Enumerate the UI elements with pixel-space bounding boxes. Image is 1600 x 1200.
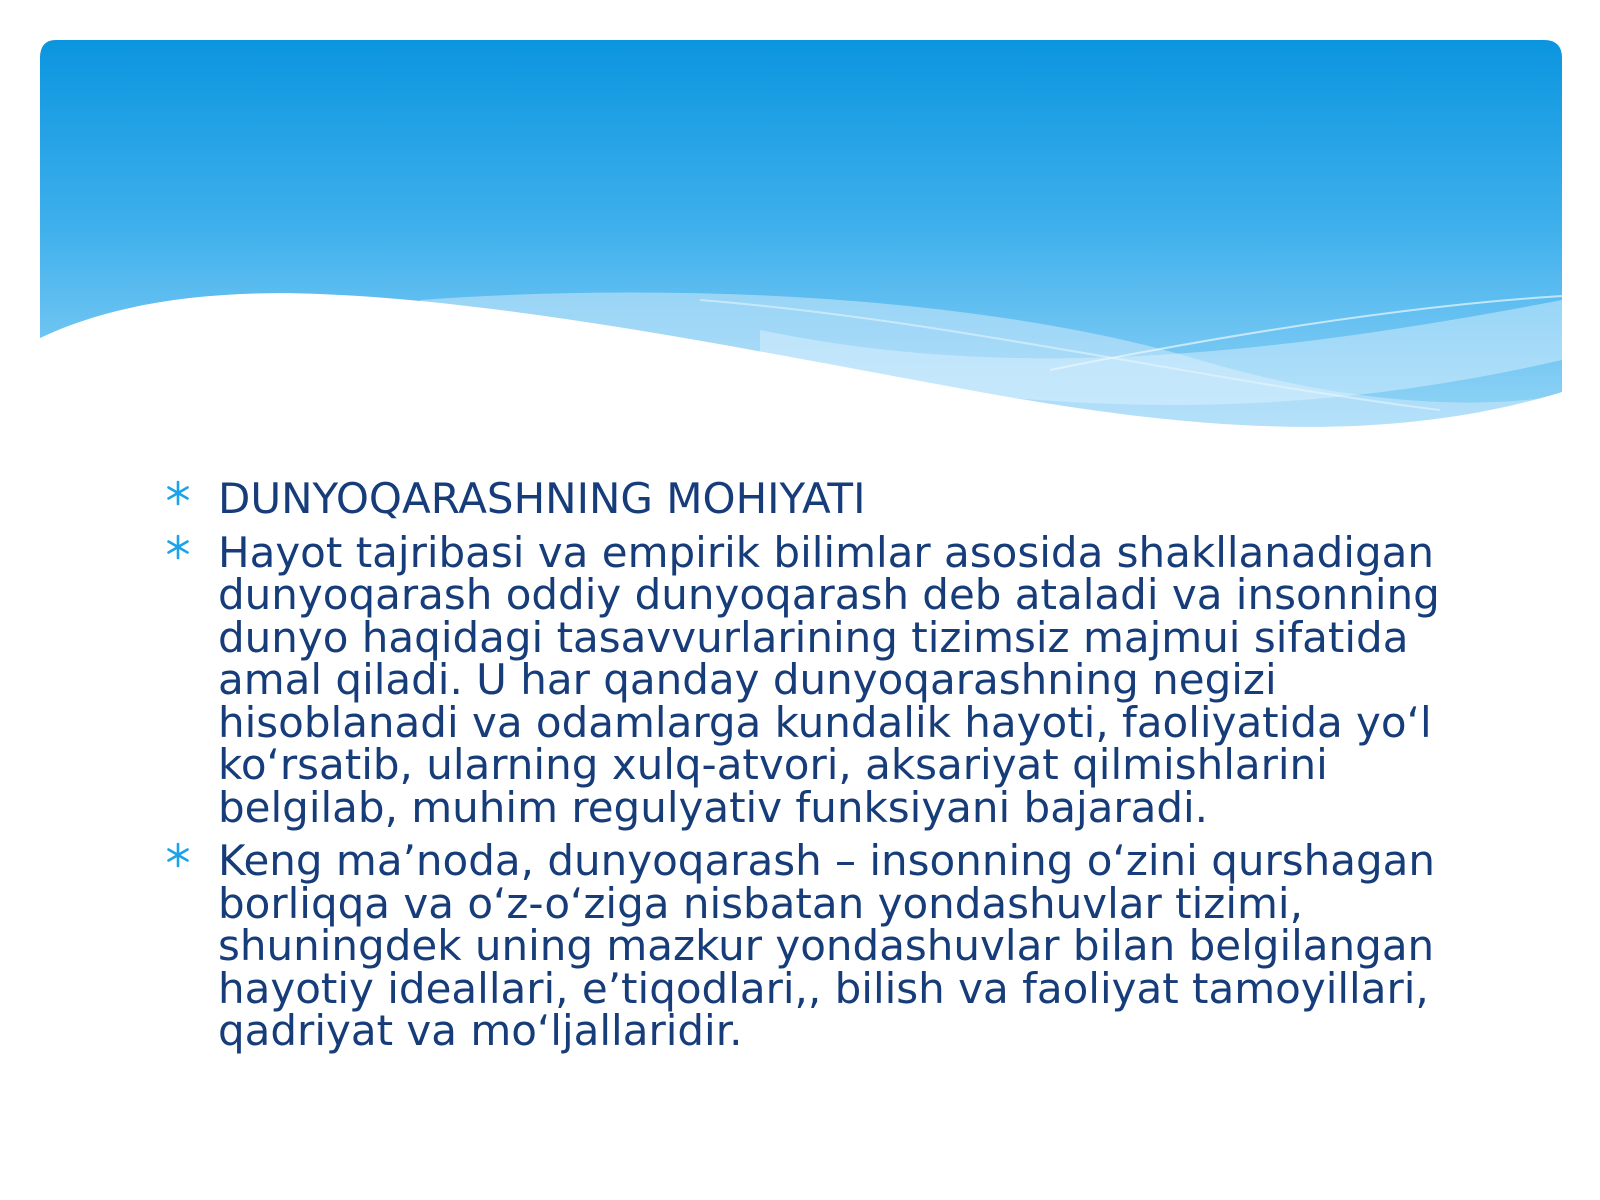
asterisk-bullet-icon bbox=[165, 534, 191, 560]
bullet-item-title bbox=[165, 474, 1455, 523]
header-banner-wave bbox=[0, 0, 1600, 460]
bullet-text: DUNYOQARASHNING MOHIYATI bbox=[218, 474, 866, 523]
bullet-text: Hayot tajribasi va empirik bilimlar asosida shakllanadigan dunyoqarash oddiy dunyoqarash deb ataladi va insonning dunyo haqidagi tasavvurlarining tizimsiz majmui sifatida amal qiladi. U har qanday dunyoqarashning negizi hisoblanadi va odamlarga kundalik hayoti, faoliyatida yo‘l ko‘rsatib, ularning xulq-atvori, aksariyat qilmishlarini belgilab, muhim regulyativ funksiyani bajaradi. bbox=[218, 527, 1440, 832]
bullet-list bbox=[165, 474, 1455, 1064]
asterisk-bullet-icon bbox=[165, 842, 191, 868]
asterisk-bullet-icon bbox=[165, 480, 191, 506]
bullet-item-broad-meaning bbox=[165, 836, 1455, 1055]
bullet-text: Keng ma’noda, dunyoqarash – insonning o‘zini qurshagan borliqqa va o‘z-o‘ziga nisbatan yondashuvlar tizimi, shuningdek uning mazkur yondashuvlar bilan belgilangan hayotiy ideallari, e’tiqodlari,, bilish va faoliyat tamoyillari, qadriyat va mo‘ljallaridir. bbox=[218, 836, 1435, 1055]
bullet-item-definition bbox=[165, 527, 1455, 832]
